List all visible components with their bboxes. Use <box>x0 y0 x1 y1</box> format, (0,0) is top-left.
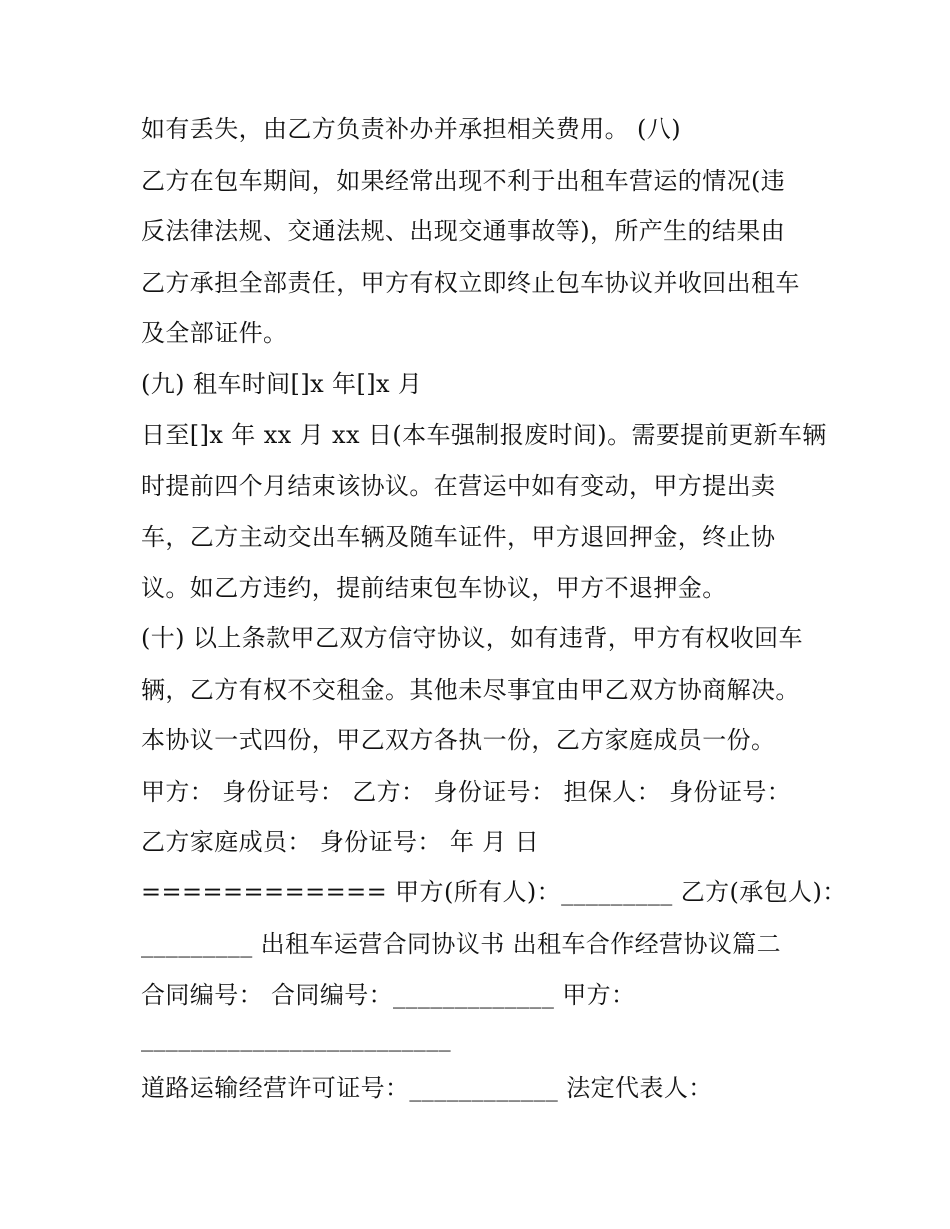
text-line-19: _________________________ <box>141 1024 451 1052</box>
text-line-20: 道路运输经营许可证号：____________ 法定代表人： <box>141 1074 713 1102</box>
text-line-15: 乙方家庭成员： 身份证号： 年 月 日 <box>141 828 540 856</box>
text-line-14: 甲方： 身份证号： 乙方： 身份证号： 担保人： 身份证号： <box>141 778 792 806</box>
text-line-4: 乙方承担全部责任，甲方有权立即终止包车协议并收回出租车 <box>141 269 800 297</box>
text-line-16: ============ 甲方(所有人)：_________ 乙方(承包人)： <box>141 878 847 906</box>
text-line-6: (九) 租车时间[]x 年[]x 月 <box>141 370 423 398</box>
text-line-12: 辆，乙方有权不交租金。其他未尽事宜由甲乙双方协商解决。 <box>141 676 800 704</box>
text-line-7: 日至[]x 年 xx 月 xx 日(本车强制报废时间)。需要提前更新车辆 <box>141 421 827 449</box>
text-line-9: 车，乙方主动交出车辆及随车证件，甲方退回押金，终止协 <box>141 523 776 551</box>
text-line-17: _________ 出租车运营合同协议书 出租车合作经营协议篇二 <box>141 930 782 958</box>
text-line-8: 时提前四个月结束该协议。在营运中如有变动，甲方提出卖 <box>141 472 776 500</box>
text-line-2: 乙方在包车期间，如果经常出现不利于出租车营运的情况(违 <box>141 167 786 195</box>
text-line-13: 本协议一式四份，甲乙双方各执一份，乙方家庭成员一份。 <box>141 726 776 754</box>
text-line-11: (十) 以上条款甲乙双方信守协议，如有违背，甲方有权收回车 <box>141 624 803 652</box>
text-line-3: 反法律法规、交通法规、出现交通事故等)，所产生的结果由 <box>141 217 786 245</box>
text-line-18: 合同编号： 合同编号：_____________ 甲方： <box>141 981 636 1009</box>
text-line-10: 议。如乙方违约，提前结束包车协议，甲方不退押金。 <box>141 574 727 602</box>
text-line-1: 如有丢失，由乙方负责补办并承担相关费用。 (八) <box>141 115 681 143</box>
text-line-5: 及全部证件。 <box>141 319 288 347</box>
